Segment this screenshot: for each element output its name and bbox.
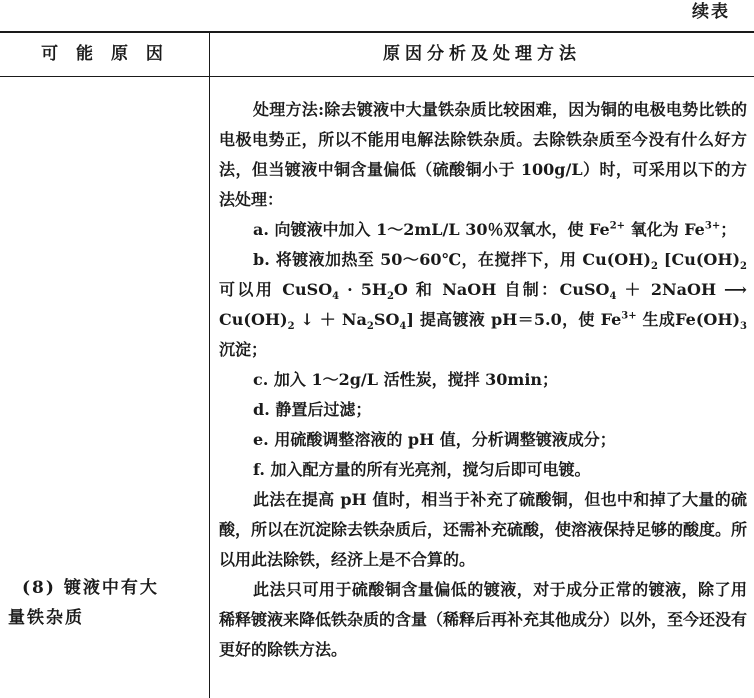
analysis-cell bbox=[219, 95, 747, 665]
step-b-sub: 2 bbox=[366, 321, 374, 333]
troubleshooting-table bbox=[0, 31, 754, 696]
note-paragraph-1: 此法在提高 pH 值时，相当于补充了硫酸铜，但也中和掉了大量的硫酸，所以在沉淀除去铁杂质后，还需补充硫酸，使溶液保持足够的酸度。所以用此法除铁，经济上是不合算的。 bbox=[219, 490, 748, 569]
method-text: 除去镀液中大量铁杂质比较困难，因为铜的电极电势比铁的电极电势正，所以不能用电解法除铁杂质。去除铁杂质至今没有什么好方法，但当镀液中铜含量偏低（硫酸铜小于 100g/L）时，可采用以下的方法处理： bbox=[219, 100, 747, 209]
note-paragraph-2: 此法只可用于硫酸铜含量偏低的镀液，对于成分正常的镀液，除了用稀释镀液来降低铁杂质的含量（稀释后再补充其他成分）以外，至今还没有更好的除铁方法。 bbox=[219, 580, 748, 659]
step-b-text: O 和 NaOH 自制：CuSO bbox=[393, 280, 610, 299]
column-divider bbox=[209, 33, 210, 698]
step-a-sup: 3+ bbox=[704, 220, 721, 232]
step-b-text: · 5H bbox=[339, 280, 387, 299]
step-b-sub: 2 bbox=[650, 261, 658, 273]
continued-table-label: 续表 bbox=[692, 2, 730, 22]
step-b-sub: 2 bbox=[287, 321, 295, 333]
table-header-row bbox=[0, 33, 754, 77]
step-b-text: ] 提高镀液 pH＝5.0，使 Fe bbox=[406, 310, 622, 329]
step-b-text: ↓ ＋ Na bbox=[294, 310, 367, 329]
method-label: 处理方法: bbox=[253, 100, 324, 119]
method-paragraph bbox=[219, 95, 747, 215]
step-b-sub: 4 bbox=[609, 291, 617, 303]
step-b-sub: 4 bbox=[332, 291, 340, 303]
step-a-text: a. 向镀液中加入 1～2mL/L 30％双氧水，使 Fe bbox=[253, 220, 610, 239]
cause-text-line1: (8) 镀液中有大 bbox=[22, 578, 159, 598]
step-b-sup: 3+ bbox=[621, 310, 637, 322]
step-a-sup: 2+ bbox=[609, 220, 626, 232]
step-b-sub: 2 bbox=[740, 261, 747, 273]
step-f: f. 加入配方量的所有光亮剂，搅匀后即可电镀。 bbox=[253, 460, 591, 479]
step-d: d. 静置后过滤； bbox=[253, 400, 372, 419]
step-b-sub: 2 bbox=[386, 291, 394, 303]
step-b-text: 生成Fe(OH) bbox=[636, 310, 741, 329]
step-b-sub: 3 bbox=[740, 321, 747, 333]
step-b-sub: 4 bbox=[399, 321, 407, 333]
header-analysis-method: 原因分析及处理方法 bbox=[383, 44, 581, 64]
step-a bbox=[219, 215, 747, 245]
step-b-text: [Cu(OH) bbox=[657, 250, 741, 269]
step-c: c. 加入 1～2g/L 活性炭，搅拌 30min； bbox=[253, 370, 559, 389]
cause-text-line2: 量铁杂质 bbox=[8, 608, 84, 628]
step-e: e. 用硫酸调整溶液的 pH 值，分析调整镀液成分； bbox=[253, 430, 616, 449]
header-possible-cause: 可 能 原 因 bbox=[41, 44, 169, 64]
step-b-text: 沉淀； bbox=[219, 340, 268, 359]
step-b-text: 可以用 CuSO bbox=[219, 280, 333, 299]
step-a-text: ； bbox=[720, 220, 737, 239]
step-b-text: SO bbox=[373, 310, 400, 329]
step-a-text: 氧化为 Fe bbox=[625, 220, 705, 239]
step-b-text: b. 将镀液加热至 50～60℃，在搅拌下，用 Cu(OH) bbox=[253, 250, 651, 269]
step-b-text: ＋ 2NaOH ⟶ Cu(OH) bbox=[219, 280, 747, 329]
cause-cell bbox=[0, 573, 205, 633]
step-b bbox=[219, 245, 747, 365]
